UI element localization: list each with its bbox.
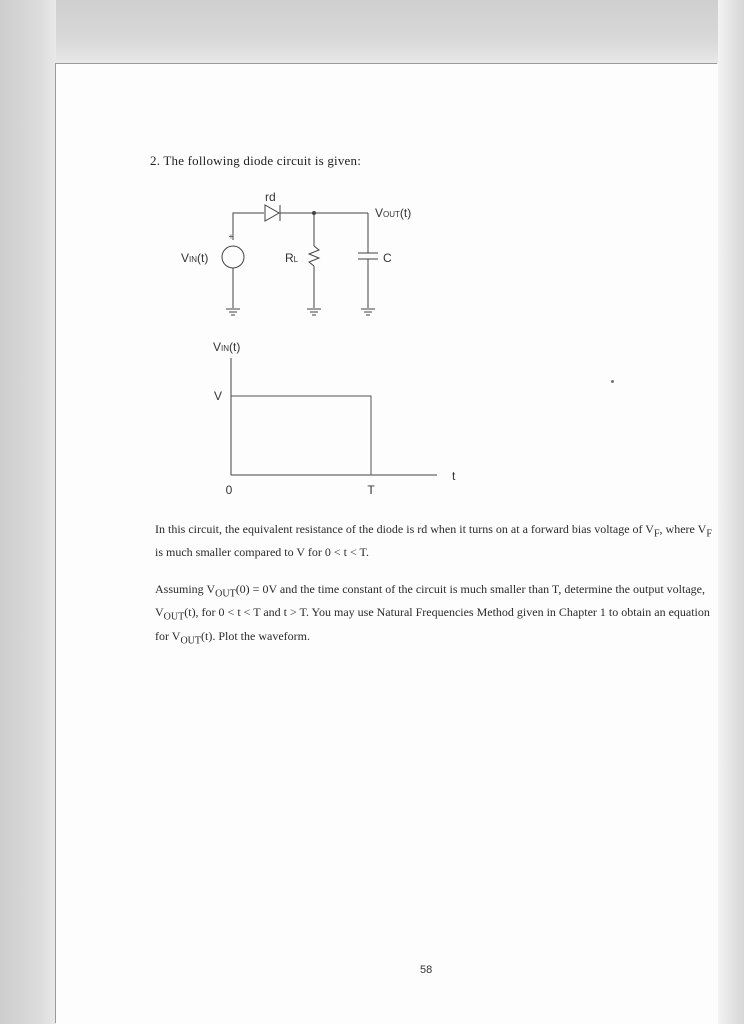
page-number: 58 (420, 964, 433, 976)
diode-label: rd (265, 190, 276, 204)
vin-label: VIN(t) (181, 251, 209, 265)
vin-plus-mark: + (228, 232, 234, 241)
paragraph-task: Assuming $V_{OUT}(0) = 0V$ and the time constant of the circuit is much smaller than T, determine the output voltage, $V_{OUT}(t)$, for 0 < t < T and t > T. You may use Natural Frequencies Method given in Chapter 1 to obtain an equation for $V_{OUT}(t)$. Plot the waveform. (155, 582, 710, 647)
capacitor-label: C (383, 251, 392, 265)
voltage-source (222, 246, 244, 268)
waveform-y-label: V (214, 389, 223, 403)
waveform-x-zero: 0 (225, 483, 233, 497)
ground-symbol (226, 309, 240, 315)
waveform-pulse (231, 396, 371, 475)
ground-symbol (307, 309, 321, 315)
ground-symbol (361, 309, 375, 315)
junction-dot (312, 211, 316, 215)
waveform-x-T: T (367, 483, 375, 497)
problem-heading: 2. The following diode circuit is given: (150, 153, 362, 168)
resistor-symbol (309, 246, 319, 266)
paragraph-diode-description: In this circuit, the equivalent resistance of the diode is rd when it turns on at a forward bias voltage of $V_F$, where $V_F$ is much smaller compared to V for 0 < t < T. (155, 522, 712, 560)
vout-label: VOUT(t) (375, 206, 412, 220)
waveform-t-label: t (452, 469, 456, 483)
scan-speck (611, 380, 614, 383)
diode-symbol (265, 205, 279, 221)
wire-left-top (233, 213, 264, 240)
waveform-title: VIN(t) (213, 340, 241, 354)
resistor-label: RL (285, 251, 299, 265)
